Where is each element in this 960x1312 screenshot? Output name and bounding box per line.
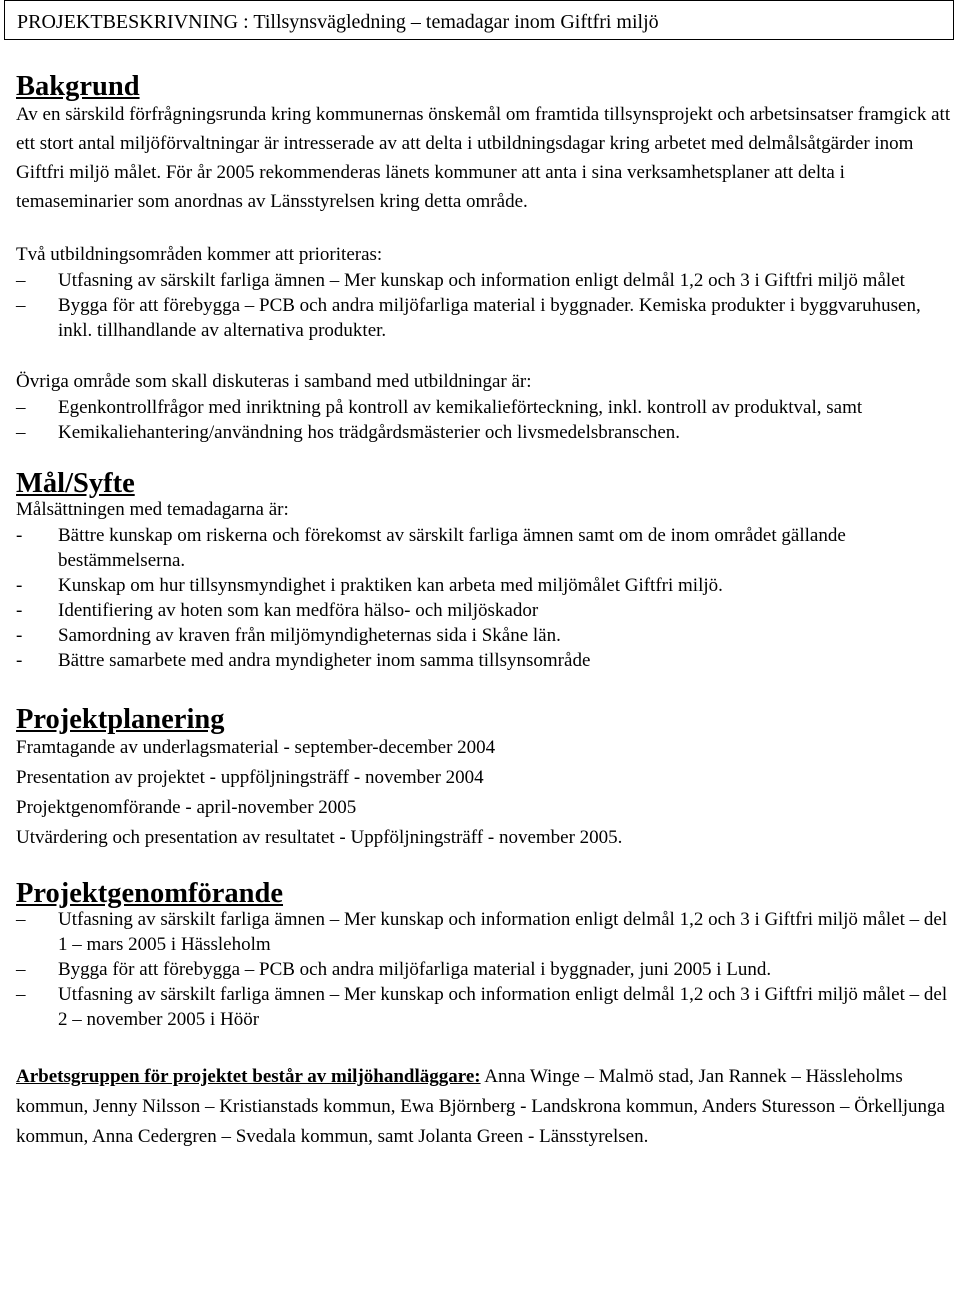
- list-item: [16, 907, 951, 957]
- section-arbetsgrupp: [16, 1062, 951, 1152]
- list-item-text: Samordning av kraven från miljömyndigheternas sida i Skåne län.: [58, 625, 561, 646]
- section-projektplanering: [16, 704, 951, 853]
- list-item: [16, 293, 951, 343]
- list-item-text: Utfasning av särskilt farliga ämnen – Mer kunskap och information enligt delmål 1,2 och 3 i Giftfri miljö målet – del 1 – mars 2005 i Hässleholm: [58, 909, 948, 955]
- list-item-text: Bättre kunskap om riskerna och förekomst av särskilt farliga ämnen samt om de inom området gällande bestämmelserna.: [58, 525, 846, 571]
- list-item: [16, 420, 951, 445]
- dash-marker: –: [16, 397, 26, 418]
- list-item-text: Bättre samarbete med andra myndigheter inom samma tillsynsområde: [58, 650, 591, 671]
- heading-projektgenomforande: Projektgenomförande: [16, 878, 284, 909]
- areas-list: [16, 268, 951, 343]
- list-item: [16, 268, 951, 293]
- other-intro: Övriga område som skall diskuteras i samband med utbildningar är:: [16, 371, 532, 392]
- heading-arbetsgrupp: Arbetsgruppen för projektet består av miljöhandläggare:: [16, 1066, 481, 1087]
- arbetsgrupp-paragraph: [16, 1062, 951, 1152]
- planering-line: Presentation av projektet - uppföljningsträff - november 2004: [16, 767, 484, 788]
- dash-marker: –: [16, 984, 26, 1005]
- list-item-text: Identifiering av hoten som kan medföra hälso- och miljöskador: [58, 600, 539, 621]
- heading-mal-syfte: Mål/Syfte: [16, 468, 135, 499]
- hyphen-marker: -: [16, 525, 23, 546]
- planering-line: Utvärdering och presentation av resultatet - Uppföljningsträff - november 2005.: [16, 827, 623, 848]
- list-item: [16, 395, 951, 420]
- list-item: [16, 957, 951, 982]
- list-item-text: Utfasning av särskilt farliga ämnen – Mer kunskap och information enligt delmål 1,2 och 3 i Giftfri miljö målet: [58, 270, 905, 291]
- list-item: [16, 573, 951, 598]
- areas-intro: Två utbildningsområden kommer att prioriteras:: [16, 244, 383, 265]
- list-item-text: Egenkontrollfrågor med inriktning på kontroll av kemikalieförteckning, inkl. kontroll av produktval, samt: [58, 397, 863, 418]
- hyphen-marker: -: [16, 625, 23, 646]
- list-item: [16, 598, 951, 623]
- hyphen-marker: -: [16, 650, 23, 671]
- dash-marker: –: [16, 909, 26, 930]
- dash-marker: –: [16, 270, 26, 291]
- list-item-text: Bygga för att förebygga – PCB och andra miljöfarliga material i byggnader, juni 2005 i Lund.: [58, 959, 772, 980]
- heading-projektplanering: Projektplanering: [16, 704, 225, 735]
- hyphen-marker: -: [16, 600, 23, 621]
- other-list: [16, 395, 951, 445]
- list-item: [16, 623, 951, 648]
- list-item: [16, 523, 951, 573]
- planering-line: Framtagande av underlagsmaterial - september-december 2004: [16, 737, 496, 758]
- section-mal-syfte: [16, 468, 951, 673]
- document-body: [16, 71, 951, 1152]
- bakgrund-paragraph: Av en särskild förfrågningsrunda kring kommunernas önskemål om framtida tillsynsprojekt och arbetsinsatser framgick att ett stort antal miljöförvaltningar är intresserade av att delta i utbildningsdagar kring arbetet med delmålsåtgärder inom Giftfri miljö målet. För år 2005 rekommenderas länets kommuner att anta i sina verksamhetsplaner att delta i temaseminarier som anordnas av Länsstyrelsen kring detta område.: [16, 104, 951, 212]
- mal-list: [16, 523, 951, 673]
- hyphen-marker: -: [16, 575, 23, 596]
- dash-marker: –: [16, 959, 26, 980]
- arbetsgrupp-members: Anna Winge – Malmö stad, Jan Rannek – Hässleholms kommun, Jenny Nilsson – Kristianstads kommun, Ewa Björnberg - Landskrona kommun, Anders Sturesson – Örkelljunga kommun, Anna Cedergren – Svedala kommun, samt Jolanta Green - Länsstyrelsen.: [16, 1066, 945, 1147]
- list-item: [16, 648, 951, 673]
- section-bakgrund: [16, 71, 951, 445]
- genomforande-list: [16, 907, 951, 1032]
- list-item-text: Kemikaliehantering/användning hos trädgårdsmästerier och livsmedelsbranschen.: [58, 422, 681, 443]
- list-item-text: Kunskap om hur tillsynsmyndighet i praktiken kan arbeta med miljömålet Giftfri miljö.: [58, 575, 723, 596]
- list-item: [16, 982, 951, 1032]
- planering-line: Projektgenomförande - april-november 2005: [16, 797, 357, 818]
- mal-intro: Målsättningen med temadagarna är:: [16, 499, 289, 520]
- list-item-text: Bygga för att förebygga – PCB och andra miljöfarliga material i byggnader. Kemiska produkter i byggvaruhusen, inkl. tillhandlande av alternativa produkter.: [58, 295, 921, 341]
- document-title: PROJEKTBESKRIVNING : Tillsynsvägledning – temadagar inom Giftfri miljö: [4, 0, 954, 40]
- dash-marker: –: [16, 422, 26, 443]
- section-projektgenomforande: [16, 878, 951, 1032]
- list-item-text: Utfasning av särskilt farliga ämnen – Mer kunskap och information enligt delmål 1,2 och 3 i Giftfri miljö målet – del 2 – november 2005 i Höör: [58, 984, 948, 1030]
- heading-bakgrund: Bakgrund: [16, 71, 140, 102]
- dash-marker: –: [16, 295, 26, 316]
